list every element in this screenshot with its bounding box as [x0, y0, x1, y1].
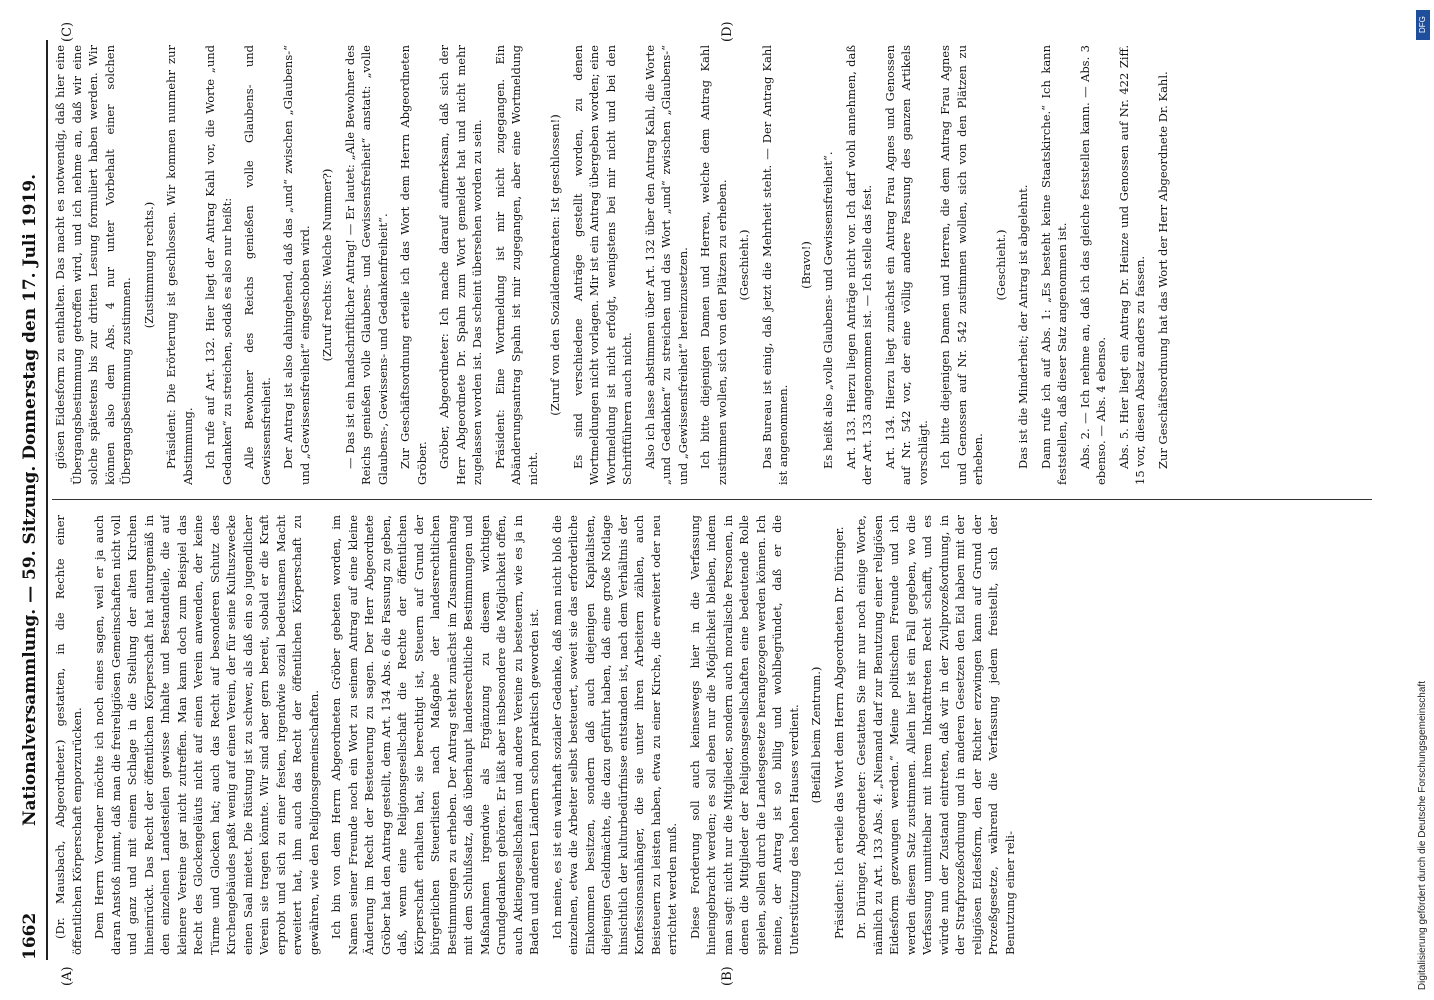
paragraph: Dann rufe ich auf Abs. 1: „Es besteht keine Staatskirche.“ Ich kann feststellen, daß dieser Satz angenommen ist.	[1038, 45, 1069, 485]
paragraph: (Zustimmung rechts.)	[141, 201, 156, 329]
left-text-column	[52, 515, 1372, 955]
paragraph: (Beifall beim Zentrum.)	[809, 666, 823, 804]
paragraph: Ich bin von dem Herrn Abgeordneten Gröber gebeten worden, im Namen seiner Freunde noch ein Wort zu seinem Antrag auf eine kleine Änderung im Recht der Besteuerung zu sagen. Der Herr Abgeordnete Gröber hat den Antrag gestellt, dem Art. 134 Abs. 6 die Fassung zu geben, daß, wenn eine Religionsgesellschaft die Rechte der öffentlichen Körperschaft erhalten hat, sie berechtigt ist, Steuern auf Grund der bürgerlichen Steuerlisten nach Maßgabe der landesrechtlichen Bestimmungen zu erheben. Der Antrag steht zunächst im Zusammenhang mit dem Schlußsatz, daß überhaupt landesrechtliche Bestimmungen und Maßnahmen irgendwie als Ergänzung zu diesem wichtigen Grundgedanken gehören. Er läßt aber insbesondere die Möglichkeit offen, auch Aktiengesellschaften und andere Vereine zu besteuern, wie es ja in Baden und anderen Ländern schon praktisch geworden ist.	[329, 515, 541, 955]
paragraph: Alle Bewohner des Reichs genießen volle Glaubens- und Gewissensfreiheit.	[242, 45, 273, 485]
paragraph: Also ich lasse abstimmen über Art. 132 über den Antrag Kahl, die Worte „und Gedanken“ zu streichen und das Wort „und“ zwischen „Glaubens-“ und „Gewissensfreiheit“ hereinzusetzen.	[642, 45, 690, 485]
paragraph: Abs. 5. Hier liegt ein Antrag Dr. Heinze und Genossen auf Nr. 422 Ziff. 15 vor, diesen Absatz anders zu fassen.	[1116, 45, 1147, 485]
paragraph: Diese Forderung soll auch keineswegs hier in die Verfassung hineingebracht werden; es soll eben nur die Möglichkeit bleiben, indem man sagt: nicht nur die Mitglieder, sondern auch moralische Personen, in denen die Mitglieder der Religionsgesellschaften eine bedeutende Rolle spielen, sollen durch die Landesgesetze herangezogen werden können. Ich meine, der Antrag ist so billig und wohlbegründet, daß er die Unterstützung des hohen Hauses verdient.	[687, 515, 801, 955]
paragraph: Präsident: Ich erteile das Wort dem Herrn Abgeordneten Dr. Düringer.	[831, 526, 846, 939]
paragraph: Das ist die Minderheit; der Antrag ist abgelehnt.	[1016, 184, 1030, 469]
right-text-column	[52, 45, 1372, 485]
paragraph: Ich rufe auf Art. 132. Hier liegt der Antrag Kahl vor, die Worte „und Gedanken“ zu streichen, sodaß es also nur heißt:	[203, 45, 234, 485]
paragraph: Es heißt also „volle Glaubens- und Gewissensfreiheit“.	[821, 151, 835, 469]
margin-letter-c: (C)	[60, 21, 75, 42]
margin-letter-a: (A)	[60, 966, 75, 986]
paragraph: Art. 134. Hierzu liegt zunächst ein Antrag Frau Agnes und Genossen auf Nr. 542 vor, der eine völlig andere Fassung des ganzen Artikels vorschlägt.	[882, 45, 930, 485]
paragraph: Der Antrag ist also dahingehend, daß das „und“ zwischen „Glaubens-“ und „Gewissensfreiheit“ eingeschoben wird.	[281, 45, 312, 485]
column-divider	[52, 499, 1372, 500]
paragraph: (Bravo!)	[798, 241, 813, 289]
paragraph: Zur Geschäftsordnung erteile ich das Wort dem Herrn Abgeordneten Gröber.	[398, 45, 429, 485]
paragraph: (Zuruf rechts: Welche Nummer?)	[320, 168, 334, 362]
digitization-watermark: Digitalisierung gefördert durch die Deutsche Forschungsgemeinschaft	[1417, 680, 1428, 990]
page-number: 1662	[20, 912, 40, 960]
paragraph: Das Bureau ist einig, daß jetzt die Mehrheit steht. — Der Antrag Kahl ist angenommen.	[759, 45, 790, 485]
paragraph: Gröber, Abgeordneter: Ich mache darauf aufmerksam, daß sich der Herr Abgeordnete Dr. Spahn zum Wort gemeldet hat und nicht mehr zugelassen worden ist. Das scheint übersehen worden zu sein.	[437, 45, 484, 485]
paragraph: (Geschieht.)	[737, 229, 751, 301]
paragraph: Präsident: Die Erörterung ist geschlossen. Wir kommen nunmehr zur Abstimmung.	[164, 45, 195, 485]
paragraph: — Das ist ein handschriftlicher Antrag! — Er lautet: „Alle Bewohner des Reichs genießen volle Glaubens- und Gewissensfreiheit“ anstatt: „volle Glaubens-, Gewissens- und Gedankenfreiheit“.	[342, 45, 390, 485]
paragraph: Ich bitte diejenigen Damen und Herren, welche dem Antrag Kahl zustimmen wollen, sich von den Plätzen zu erheben.	[698, 45, 729, 485]
paragraph: Zur Geschäftsordnung hat das Wort der Herr Abgeordnete Dr. Kahl.	[1155, 71, 1170, 469]
paragraph: giösen Eidesform zu enthalten. Das macht es notwendig, daß hier eine Übergangsbestimmung getroffen wird, und ich nehme an, daß wir eine solche spätestens bis zur dritten Lesung formuliert haben werden. Wir können also dem Abs. 4 nur unter Vorbehalt einer solchen Übergangsbestimmung zustimmen.	[53, 45, 133, 485]
paragraph: Dem Herrn Vorredner möchte ich noch eines sagen, weil er ja auch daran Anstoß nimmt, daß man die freireligiösen Gemeinschaften nicht voll und ganz und mit einem Schlage in die Stellung der alten Kirchen hineinrückt. Das Recht der öffentlichen Körperschaft hat naturgemäß in den einzelnen Landesteilen gewisse Inhalte und Bestandteile, die auf kleinere Vereine gar nicht zutreffen. Man kann doch zum Beispiel das Recht des Glockengeläuts nicht auf einen Verein anwenden, der keine Türme und Glocken hat; auch das Recht auf besonderen Schutz des Kirchengebäudes paßt wenig auf einen Verein, der für seine Kultuszwecke einen Saal mietet. Die Rüstung ist zu schwer, als daß ein so jugendlicher Verein sie tragen könnte. Wir sind aber gern bereit, sobald er die Kraft erprobt und sich zu einer festen, irgendwie sozial bedeutsamen Macht erweitert hat, ihm auch das Recht der öffentlichen Körperschaft zu gewähren, wie den Religionsgemeinschaften.	[92, 515, 321, 955]
margin-letter-b: (B)	[720, 966, 735, 986]
paragraph: Präsident: Eine Wortmeldung ist mir nicht zugegangen. Ein Abänderungsantrag Spahn ist mir zugegangen, aber eine Wortmeldung nicht.	[492, 45, 540, 485]
paragraph: (Geschieht.)	[993, 229, 1008, 301]
paragraph: Dr. Düringer, Abgeordneter: Gestatten Sie mir nur noch einige Worte, nämlich zu Art. 133 Abs. 4: „Niemand darf zur Benutzung einer religiösen Eidesform gezwungen werden.“ Meine politischen Freunde und ich werden diesem Satz zustimmen. Allein hier ist ein Fall gegeben, wo die Verfassung unmittelbar mit ihrem Inkrafttreten Recht schafft, und es würde nun der Zustand eintreten, daß wir in der Zivilprozeßordnung, in der Strafprozeßordnung und in anderen Gesetzen den Eid haben mit der religiösen Eidesform, den der Richter erzwingen kann auf Grund der Prozeßgesetze, während die Verfassung jedem freistellt, sich der Benutzung einer reli-	[854, 515, 1017, 955]
paragraph: Art. 133. Hierzu liegen Anträge nicht vor. Ich darf wohl annehmen, daß der Art. 133 angenommen ist. — Ich stelle das fest.	[843, 45, 874, 485]
paragraph: Ich meine, es ist ein wahrhaft sozialer Gedanke, daß man nicht bloß die einzelnen, etwa die Arbeiter selbst besteuert, soweit sie das erforderliche Einkommen besitzen, sondern daß auch diejenigen Kapitalisten, diejenigen Geldmächte, die dazu geführt haben, daß eine große Notlage hinsichtlich der kulturbedürfnisse entstanden ist, nach dem Verhältnis der Konfessionsanhänger, die sie unter ihren Arbeitern zählen, auch Beisteuern zu leisten haben, etwa zu einer Kirche, die erweitert oder neu errichtet werden muß.	[549, 515, 679, 955]
paragraph: (Zuruf von den Sozialdemokraten: Ist geschlossen!)	[548, 114, 562, 416]
paragraph: Ich bitte diejenigen Damen und Herren, die dem Antrag Frau Agnes und Genossen auf Nr. 542 zustimmen wollen, sich von den Plätzen zu erheben.	[938, 45, 985, 485]
paragraph: Abs. 2. — Ich nehme an, daß ich das gleiche feststellen kann. — Abs. 3 ebenso. — Abs. 4 ebenso.	[1077, 45, 1108, 485]
dfg-logo: DFG	[1416, 10, 1430, 40]
paragraph: Es sind verschiedene Anträge gestellt worden, zu denen Wortmeldungen nicht vorlagen. Mir ist ein Antrag übergeben worden; eine Wortmeldung ist nicht erfolgt, wenigstens bei mir nicht und bei den Schriftführern auch nicht.	[570, 45, 634, 485]
paragraph: (Dr. Mausbach, Abgeordneter.) gestatten, in die Rechte einer öffentlichen Körperschaft emporzurücken.	[53, 515, 84, 955]
page-header	[18, 40, 48, 960]
margin-letter-d: (D)	[720, 21, 735, 42]
page-title: Nationalversammlung. — 59. Sitzung. Donnerstag den 17. Juli 1919.	[20, 174, 40, 827]
